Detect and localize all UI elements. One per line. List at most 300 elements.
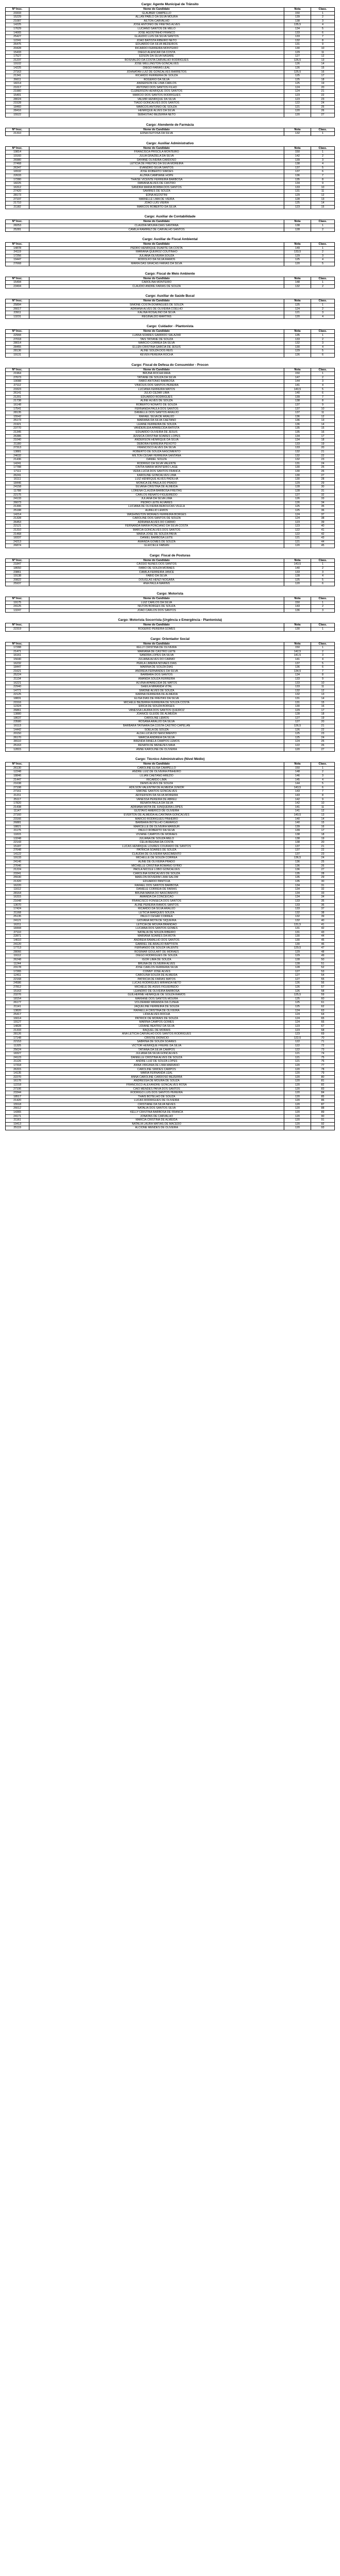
cell-nota: 130 xyxy=(284,345,311,349)
cell-nota: 130 xyxy=(284,938,311,942)
cell-nome: ROGERIO DA SILVA xyxy=(29,78,284,82)
cell-nome: BARBARA TAYNARA DA COSTA CASTRO CAPELAN xyxy=(29,724,284,728)
cell-nota: 134 xyxy=(284,891,311,895)
cell-nome: ANNA CAROLINE CARDOSO BEZERRA xyxy=(29,1075,284,1079)
cell-inscricao: 21333 xyxy=(6,1028,29,1032)
cell-classificacao: 70 xyxy=(311,1036,335,1040)
cell-inscricao: 26617 xyxy=(6,307,29,311)
cell-inscricao: 21420 xyxy=(6,1099,29,1103)
table-row xyxy=(6,19,335,23)
cell-inscricao: 14225 xyxy=(6,23,29,27)
cell-classificacao: 4 xyxy=(311,258,335,262)
cell-nome: VALMIR HENRIQUE DA SILVA xyxy=(29,97,284,101)
cell-nome: CASSIO NUNES DOS SANTOS xyxy=(29,563,284,567)
cell-nota: 125 xyxy=(284,74,311,78)
cell-nota: 125 xyxy=(284,1001,311,1005)
cell-inscricao: 27161 xyxy=(6,790,29,794)
cell-classificacao: 16 xyxy=(311,431,335,435)
cell-nota: 125 xyxy=(284,997,311,1001)
cell-nota: 139 xyxy=(284,395,311,399)
cell-classificacao: 53 xyxy=(311,970,335,974)
header-inscricao: Nº Insc. xyxy=(6,299,29,303)
cell-inscricao: 23344 xyxy=(6,1091,29,1095)
cell-nome: MICHELLE CRISTINA ROMANO SYRIO xyxy=(29,864,284,868)
cell-classificacao: 6 xyxy=(311,666,335,670)
cell-inscricao: 26141 xyxy=(6,392,29,396)
cell-nota: 138 xyxy=(284,399,311,403)
cell-nome: DIEGO ALENCAR DA COSTA xyxy=(29,50,284,55)
table-row xyxy=(6,1072,335,1076)
cell-nome: EDSON DA SILVA NASARE xyxy=(29,55,284,59)
table-row xyxy=(6,923,335,927)
cell-classificacao: 56 xyxy=(311,981,335,986)
table-row xyxy=(6,399,335,403)
cell-nome: GLEICIELE FABIAN xyxy=(29,544,284,548)
cell-nota: 137 xyxy=(284,166,311,170)
cell-nota: 136 xyxy=(284,174,311,178)
section-block xyxy=(5,553,335,586)
cell-nome: ROSANA ARAUJO DA SILVA xyxy=(29,720,284,724)
table-row xyxy=(6,1126,335,1130)
table-row xyxy=(6,825,335,829)
table-row xyxy=(6,1005,335,1009)
header-nome: Nome do Candidato xyxy=(29,330,284,334)
cell-nome: CAROLINE LEMOS xyxy=(29,716,284,720)
cell-classificacao: 2 xyxy=(311,228,335,232)
cell-inscricao: 21847 xyxy=(6,563,29,567)
cell-classificacao: 10 xyxy=(311,407,335,411)
table-row xyxy=(6,798,335,802)
cell-inscricao: 23404 xyxy=(6,284,29,289)
cell-nota: 139 xyxy=(284,825,311,829)
table-row xyxy=(6,158,335,162)
cell-inscricao: 21648 xyxy=(6,900,29,904)
cell-nota: 142 xyxy=(284,802,311,806)
header-nota: Nota xyxy=(284,277,311,281)
cell-nome: ANNA VIRGINIA DE LIMA MARIANO xyxy=(29,1063,284,1067)
cell-nome: ALINE ALVES DE SOUZA xyxy=(29,399,284,403)
cell-nome: JOAO LUIS VIEIRA xyxy=(29,201,284,206)
cell-classificacao: 45 xyxy=(311,544,335,548)
cell-inscricao: 21621 xyxy=(6,669,29,673)
table-row xyxy=(6,770,335,774)
cell-inscricao: 28136 xyxy=(6,349,29,353)
cell-nota: 125 xyxy=(284,505,311,509)
table-row xyxy=(6,15,335,20)
table-row xyxy=(6,337,335,342)
cell-nome: PEDRO LEITE ALVARES xyxy=(29,501,284,505)
cell-nota: 125 xyxy=(284,736,311,740)
cell-nome: BRUNA ROCHA MAIA xyxy=(29,372,284,376)
cell-nota: 136 xyxy=(284,608,311,613)
cell-nota: 148 xyxy=(284,770,311,774)
cell-inscricao: 12241 xyxy=(6,39,29,43)
cell-classificacao: 2 xyxy=(311,770,335,774)
cell-classificacao: 27 xyxy=(311,113,335,117)
cell-inscricao: 12248 xyxy=(6,770,29,774)
table-row xyxy=(6,1118,335,1123)
cell-classificacao: 39 xyxy=(311,915,335,919)
cell-inscricao: 13880 xyxy=(6,713,29,717)
cell-nome: CRISTIANE DA SILVA NEVES xyxy=(29,1103,284,1107)
cell-nota: 121 xyxy=(284,311,311,315)
cell-nota: 135 xyxy=(284,872,311,876)
cell-nome: MARIANA DE CASTRO LEITE xyxy=(29,650,284,654)
cell-nota: 130 xyxy=(284,628,311,632)
results-table xyxy=(5,128,335,136)
cell-inscricao: 26453 xyxy=(6,520,29,524)
cell-nome: BARBARA BOTELHO CAMARGO xyxy=(29,821,284,825)
cell-nota: 125 xyxy=(284,509,311,513)
cell-inscricao: 18846 xyxy=(6,774,29,778)
table-row xyxy=(6,66,335,70)
cell-nome: DANIEL SOUZA xyxy=(29,458,284,462)
cell-classificacao: 20 xyxy=(311,841,335,845)
cell-nome: ANDRE LUIZ DE SOUZA LOPES xyxy=(29,1060,284,1064)
table-row xyxy=(6,744,335,748)
cell-nota: 131 xyxy=(284,462,311,466)
cell-nome: JONATAS DE CARVALHO xyxy=(29,1114,284,1118)
cell-nome: ROSIMAR GOULART DE MORAES xyxy=(29,950,284,954)
table-row xyxy=(6,1048,335,1052)
cell-nota: 133 xyxy=(284,35,311,39)
cell-nota: 123 xyxy=(284,1032,311,1037)
cell-classificacao: 35 xyxy=(311,505,335,509)
cell-classificacao: 10 xyxy=(311,802,335,806)
cell-nota: 124 xyxy=(284,1016,311,1021)
cell-classificacao: 21 xyxy=(311,90,335,94)
table-row xyxy=(6,82,335,86)
cell-classificacao: 1 xyxy=(311,563,335,567)
table-row xyxy=(6,766,335,770)
cell-inscricao: 19127 xyxy=(6,1021,29,1025)
cell-classificacao: 21 xyxy=(311,450,335,454)
table-row xyxy=(6,950,335,954)
results-table xyxy=(5,329,335,357)
cell-nome: FABIO ANTONIO BARBOSA xyxy=(29,380,284,384)
cell-classificacao: 35 xyxy=(311,900,335,904)
table-row xyxy=(6,570,335,574)
table-row xyxy=(6,78,335,82)
cell-nota: 142 xyxy=(284,155,311,159)
table-row xyxy=(6,35,335,39)
table-row xyxy=(6,342,335,346)
cell-inscricao: 21345 xyxy=(6,431,29,435)
section-block xyxy=(5,2,335,117)
table-row xyxy=(6,473,335,478)
cell-inscricao: 21738 xyxy=(6,399,29,403)
table-row xyxy=(6,574,335,579)
cell-nota: 123 xyxy=(284,97,311,101)
cell-nome: RAFAEL SILVA DE ARAUJO xyxy=(29,415,284,419)
cell-nota: 139 xyxy=(284,15,311,20)
section-block xyxy=(5,214,335,232)
header-classificacao: Class. xyxy=(311,8,335,12)
cell-classificacao: 28 xyxy=(311,872,335,876)
cell-nome: SIMONE SANTOS GONCALVES xyxy=(29,790,284,794)
table-row xyxy=(6,462,335,466)
cell-classificacao: 1 xyxy=(311,224,335,228)
cell-nota: 140 xyxy=(284,821,311,825)
cell-classificacao: 63 xyxy=(311,1009,335,1013)
cell-classificacao: 31 xyxy=(311,884,335,888)
cell-nota: 133 xyxy=(284,900,311,904)
cell-inscricao: 22153 xyxy=(6,1040,29,1044)
table-header-row xyxy=(6,128,335,132)
cell-nome: LORENA CLAUDIA BARBOSA FREITAS xyxy=(29,489,284,493)
section-block xyxy=(5,757,335,1130)
cell-nota: 137 xyxy=(284,403,311,407)
cell-nome: ANDRESSA DE MOURA DE SOUZA xyxy=(29,1079,284,1083)
table-row xyxy=(6,813,335,817)
table-row xyxy=(6,677,335,681)
table-row xyxy=(6,311,335,315)
cell-inscricao: 25937 xyxy=(6,582,29,586)
header-nome: Nome do Candidato xyxy=(29,642,284,646)
cell-inscricao: 18831 xyxy=(6,697,29,701)
cell-nome: LUCAS HENRIQUE LOURES COURADO DE SANTOS xyxy=(29,844,284,849)
document xyxy=(5,0,335,1130)
cell-inscricao: 18225 xyxy=(6,182,29,186)
cell-inscricao: 28173 xyxy=(6,193,29,197)
cell-inscricao: 27112 xyxy=(6,383,29,387)
table-row xyxy=(6,891,335,895)
cell-nota: 124 xyxy=(284,517,311,521)
cell-inscricao: 23166 xyxy=(6,817,29,821)
header-nome: Nome do Candidato xyxy=(29,623,284,628)
cell-classificacao: 21 xyxy=(311,844,335,849)
table-row xyxy=(6,809,335,814)
cell-nota: 141 xyxy=(284,805,311,809)
cell-nota: 134 xyxy=(284,884,311,888)
cell-classificacao: 2 xyxy=(311,155,335,159)
cell-inscricao: 25624 xyxy=(6,1048,29,1052)
table-row xyxy=(6,864,335,868)
cell-nota: 131 xyxy=(284,697,311,701)
cell-nome: RENATA DE MENEZES MAIA xyxy=(29,744,284,748)
cell-nome: VIVIANE CAMPOS DE MORAES xyxy=(29,833,284,837)
cell-nome: GLAUDIO LUIS DA SILVA SANTOS xyxy=(29,35,284,39)
cell-inscricao: 21447 xyxy=(6,778,29,782)
table-row xyxy=(6,563,335,567)
table-row xyxy=(6,536,335,540)
cell-classificacao: 1 xyxy=(311,303,335,308)
cell-nome: LEANDRO DE OLIVEIRA BARBOSA xyxy=(29,989,284,993)
cell-classificacao: 2 xyxy=(311,650,335,654)
table-row xyxy=(6,666,335,670)
cell-inscricao: 21638 xyxy=(6,782,29,786)
cell-classificacao: 9 xyxy=(311,182,335,186)
header-inscricao: Nº Insc. xyxy=(6,368,29,372)
cell-nome: JOSE WELLINGTON GONCALVES xyxy=(29,62,284,66)
cell-nota: 124 xyxy=(284,740,311,744)
cell-nota: 133,5 xyxy=(284,250,311,255)
cell-inscricao: 14878 xyxy=(6,246,29,250)
cell-nota: 127 xyxy=(284,716,311,720)
table-row xyxy=(6,605,335,609)
cell-classificacao: 15 xyxy=(311,427,335,431)
table-row xyxy=(6,724,335,728)
cell-classificacao: 7 xyxy=(311,790,335,794)
cell-inscricao: 11147 xyxy=(6,809,29,814)
cell-classificacao: 16 xyxy=(311,70,335,74)
section-block xyxy=(5,591,335,613)
table-row xyxy=(6,315,335,319)
table-row xyxy=(6,182,335,186)
cell-classificacao: 5 xyxy=(311,662,335,666)
cell-inscricao: 20150 xyxy=(6,732,29,736)
cell-classificacao: 68 xyxy=(311,1028,335,1032)
cell-nome: LIDIANE BEATRIZ DA SILVA xyxy=(29,1025,284,1029)
cell-nome: JOSE ANTONIO DE FREITAS ALVES xyxy=(29,23,284,27)
cell-inscricao: 25224 xyxy=(6,673,29,677)
cell-classificacao: 71 xyxy=(311,1040,335,1044)
cell-nota: 140,5 xyxy=(284,813,311,817)
cell-inscricao: 28126 xyxy=(6,1032,29,1037)
cell-classificacao: 4 xyxy=(311,778,335,782)
cell-nome: HENRIQUE ALVES DA SILVA xyxy=(29,109,284,113)
cell-nome: LUIZ HENRIQUE ALVES PADILHA xyxy=(29,478,284,482)
table-row xyxy=(6,942,335,946)
cell-nome: RAFAELLA CRISTINA DE OLIVEIRA xyxy=(29,1009,284,1013)
cell-nome: SILVANA CRISTINA DE ALMEIDA xyxy=(29,485,284,489)
cell-nome: CLAUDIO ANDRE FARIAS DE SOUZA xyxy=(29,284,284,289)
cell-nome: ADRIANA MOTA DE JUNQUEIRA LOPES xyxy=(29,805,284,809)
header-nota: Nota xyxy=(284,330,311,334)
cell-nota: 122 xyxy=(284,744,311,748)
cell-nota: 127 xyxy=(284,720,311,724)
cell-nome: DAYANE OLIVEIRA CARDOSO xyxy=(29,158,284,162)
cell-inscricao: 21921 xyxy=(6,422,29,427)
cell-nome: CAROLINA SOUZA DE ALMEIDA xyxy=(29,974,284,978)
cell-nota: 120 xyxy=(284,544,311,548)
cell-nota: 143 xyxy=(284,605,311,609)
cell-nota: 141 xyxy=(284,657,311,662)
cell-classificacao: 10 xyxy=(311,185,335,190)
cell-nome: AURELIO LEMOS xyxy=(29,509,284,513)
cell-classificacao: 33 xyxy=(311,497,335,501)
cell-classificacao: 81 xyxy=(311,1079,335,1083)
cell-inscricao: 24119 xyxy=(6,250,29,255)
cell-inscricao: 14610 xyxy=(6,938,29,942)
cell-inscricao: 18444 xyxy=(6,927,29,931)
table-row xyxy=(6,821,335,825)
cell-nota: 122 xyxy=(284,101,311,106)
table-header-row xyxy=(6,558,335,563)
cell-nota: 125 xyxy=(284,78,311,82)
section-block xyxy=(5,618,335,631)
cell-inscricao: 24171 xyxy=(6,1114,29,1118)
cell-nota: 128 xyxy=(284,966,311,970)
cell-nota: 131,5 xyxy=(284,923,311,927)
cell-nome: RICARDO LIMA xyxy=(29,778,284,782)
cell-inscricao: 18637 xyxy=(6,716,29,720)
cell-nota: 125 xyxy=(284,578,311,582)
cell-inscricao: 19138 xyxy=(6,574,29,579)
table-row xyxy=(6,349,335,353)
cell-nota: 133 xyxy=(284,903,311,907)
cell-nome: JOAO CARLOS DOS SANTOS xyxy=(29,608,284,613)
section-title: Cargo: Fiscal de Defesa do Consumidor - Procon xyxy=(131,363,209,367)
cell-classificacao: 25 xyxy=(311,740,335,744)
cell-classificacao: 6 xyxy=(311,31,335,35)
cell-inscricao: 24120 xyxy=(6,942,29,946)
cell-nota: 150 xyxy=(284,766,311,770)
table-row xyxy=(6,501,335,505)
header-inscricao: Nº Insc. xyxy=(6,277,29,281)
cell-nome: MILTON CESAR FERREIRA SANTANA xyxy=(29,454,284,458)
cell-inscricao: 19447 xyxy=(6,258,29,262)
table-header-row xyxy=(6,8,335,12)
cell-nome: ALINE PEREIRA RAMOS SANTOS xyxy=(29,903,284,907)
table-row xyxy=(6,903,335,907)
cell-nome: DENIS ALVES DE SOUZA xyxy=(29,782,284,786)
cell-nota: 136 xyxy=(284,422,311,427)
cell-inscricao: 13248 xyxy=(6,837,29,841)
cell-classificacao: 82 xyxy=(311,1083,335,1087)
table-row xyxy=(6,403,335,407)
cell-nota: 124 xyxy=(284,513,311,517)
cell-inscricao: 26170 xyxy=(6,736,29,740)
cell-nome: MARIANA DA SILVA CAETANO xyxy=(29,419,284,423)
table-row xyxy=(6,884,335,888)
cell-nota: 132 xyxy=(284,342,311,346)
table-row xyxy=(6,284,335,289)
table-row xyxy=(6,946,335,951)
cell-nome: FERNANDO DE SOUZA VALENTE xyxy=(29,946,284,951)
cell-nota: 148 xyxy=(284,281,311,285)
table-row xyxy=(6,513,335,517)
section-block xyxy=(5,637,335,752)
cell-classificacao: 49 xyxy=(311,954,335,958)
cell-nota: 126,5 xyxy=(284,58,311,62)
header-inscricao: Nº Insc. xyxy=(6,146,29,150)
cell-nome: ROGERIO PEREIRA GOMES xyxy=(29,628,284,632)
cell-classificacao: 14 xyxy=(311,697,335,701)
cell-nota: 122 xyxy=(284,528,311,532)
cell-nome: GUILHERME HENRIQUE DE SOUZA RAMOS xyxy=(29,993,284,997)
cell-nome: JOSE AGOSTINHO FRANCO xyxy=(29,31,284,35)
cell-classificacao: 9 xyxy=(311,677,335,681)
table-row xyxy=(6,888,335,892)
cell-nome: BRUNA DE OLIVEIRA ALVES xyxy=(29,962,284,966)
table-row xyxy=(6,450,335,454)
cell-nota: 136 xyxy=(284,419,311,423)
header-inscricao: Nº Insc. xyxy=(6,8,29,12)
cell-nota: 123 xyxy=(284,94,311,98)
cell-nota: 130 xyxy=(284,942,311,946)
cell-inscricao: 21516 xyxy=(6,701,29,705)
cell-nome: MARCIA GONCALVES DOS SANTOS xyxy=(29,528,284,532)
cell-nome: DANIELE CORREIA DE FARIAS xyxy=(29,888,284,892)
cell-classificacao: 83 xyxy=(311,1087,335,1091)
cell-inscricao: 21040 xyxy=(6,438,29,443)
cell-classificacao: 12 xyxy=(311,55,335,59)
cell-nota: 130 xyxy=(284,705,311,709)
table-row xyxy=(6,415,335,419)
cell-nome: ALVINA APARECIDA DE MATOS xyxy=(29,681,284,685)
cell-inscricao: 15640 xyxy=(6,657,29,662)
cell-nome: BRUNA MARIA DO NASCIMENTO xyxy=(29,891,284,895)
table-row xyxy=(6,1028,335,1032)
table-row xyxy=(6,993,335,997)
header-nota: Nota xyxy=(284,597,311,601)
cell-classificacao: 38 xyxy=(311,911,335,915)
cell-nome: KELLY CRISTINA DE OLIVEIRA xyxy=(29,646,284,650)
header-inscricao: Nº Insc. xyxy=(6,243,29,247)
table-row xyxy=(6,101,335,106)
cell-classificacao: 14 xyxy=(311,817,335,821)
